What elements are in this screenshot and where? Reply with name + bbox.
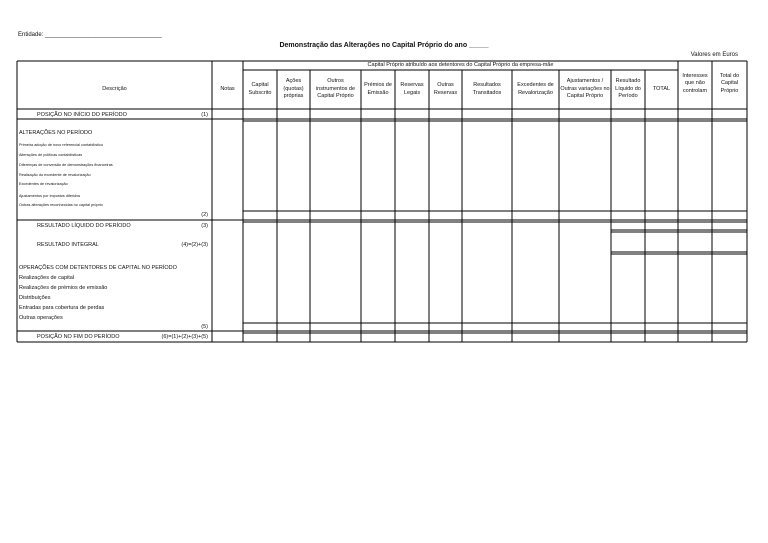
column-header-premios-emissao: Prémios de Emissão <box>364 82 392 96</box>
row-posicao-fim: POSIÇÃO NO FIM DO PERÍODO <box>37 334 120 340</box>
list-item: Realização do excedente de revalorização <box>19 173 91 177</box>
column-header-descricao: Descrição <box>102 85 127 92</box>
list-item: Excedentes de revalorização <box>19 182 68 186</box>
column-header-outras-reservas: Outras Reservas <box>433 82 458 96</box>
list-item: Outras operações <box>19 315 63 321</box>
column-header-outros-instrumentos: Outros instrumentos de Capital Próprio <box>315 78 356 100</box>
ref-resultado-liquido: (3) <box>201 223 208 229</box>
column-header-total: TOTAL <box>652 85 671 92</box>
section-alteracoes-title: ALTERAÇÕES NO PERÍODO <box>19 130 93 136</box>
column-header-interesses: Interesses que não controlam <box>682 72 708 94</box>
row-posicao-inicio: POSIÇÃO NO INÍCIO DO PERÍODO <box>37 112 127 118</box>
document-title: Demonstração das Alterações no Capital Próprio do ano _____ <box>279 42 489 49</box>
column-header-notas: Notas <box>220 85 235 92</box>
column-header-resultados-transitados: Resultados Transitados <box>472 82 502 96</box>
list-item: Diferenças de conversão de demonstrações financeiras <box>19 163 113 167</box>
ref-posicao-fim: (6)=(1)+(2)+(3)+(5) <box>161 334 208 340</box>
section-operacoes-title: OPERAÇÕES COM DETENTORES DE CAPITAL NO PERÍODO <box>19 265 177 271</box>
units-label: Valores em Euros <box>690 52 738 58</box>
ref-operacoes: (5) <box>201 324 208 330</box>
list-item: Entradas para cobertura de perdas <box>19 305 105 311</box>
list-item: Realizações de capital <box>19 275 75 281</box>
row-resultado-liquido: RESULTADO LÍQUIDO DO PERÍODO <box>37 223 131 229</box>
column-header-acoes-proprias: Ações (quotas) próprias <box>283 78 304 100</box>
ref-resultado-integral: (4)=(2)+(3) <box>181 242 208 248</box>
group-header: Capital Próprio atribuído aos detentores do Capital Próprio da empresa-mãe <box>367 61 554 68</box>
column-header-reservas-legais: Reservas Legais <box>400 82 424 96</box>
column-header-resultado-liquido: Resultado Líquido do Período <box>615 78 641 100</box>
list-item: Ajustamentos por impostos diferidos <box>19 194 81 198</box>
ref-posicao-inicio: (1) <box>201 112 208 118</box>
column-header-ajustamentos: Ajustamentos / Outras variações no Capital Próprio <box>560 78 610 100</box>
column-header-capital-subscrito: Capital Subscrito <box>248 82 272 96</box>
ref-alteracoes: (2) <box>201 212 208 218</box>
list-item: Realizações de prémios de emissão <box>19 285 108 291</box>
list-item: Distribuições <box>19 295 51 301</box>
column-header-excedentes-revalorizacao: Excedentes de Revalorização <box>517 82 554 96</box>
row-resultado-integral: RESULTADO INTEGRAL <box>37 242 99 248</box>
list-item: Primeira adoção de novo referencial contabilístico <box>19 143 103 147</box>
list-item: Outras alterações reconhecidas no capital próprio <box>19 203 103 207</box>
entity-field: Entidade: ___________________________________ <box>18 32 162 38</box>
column-header-total-capital: Total do Capital Próprio <box>719 72 740 94</box>
list-item: Alterações de políticas contabilísticas <box>19 153 83 157</box>
